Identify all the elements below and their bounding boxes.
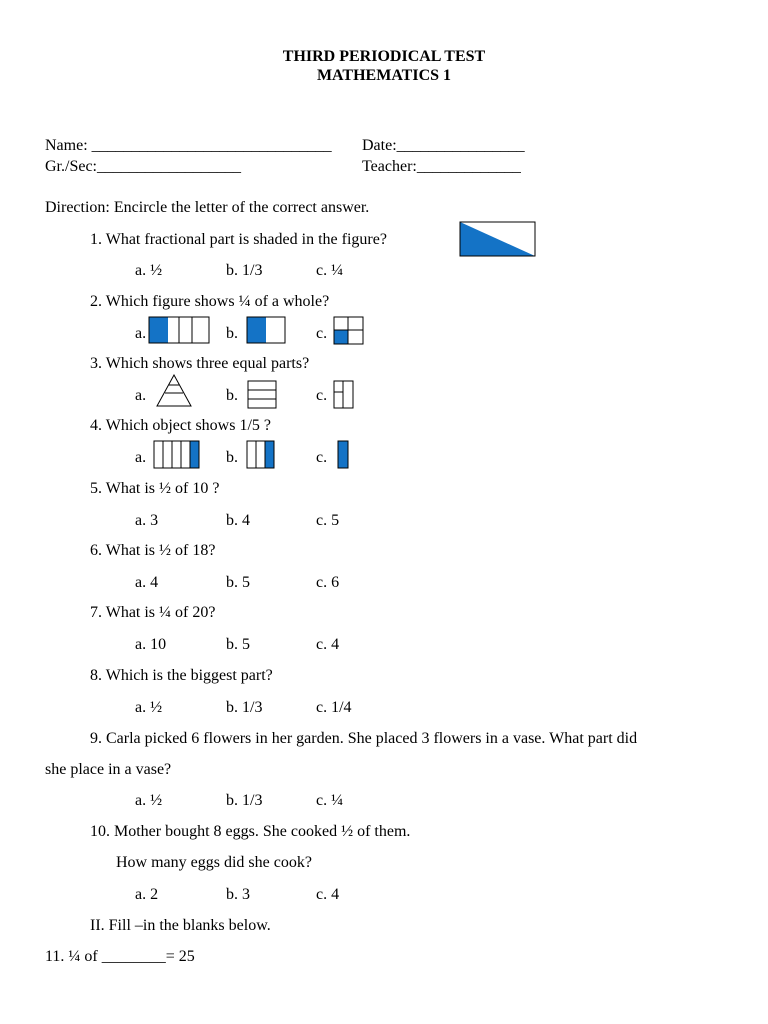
q3-choice-b[interactable]: b. [226, 387, 238, 404]
q1-choice-b[interactable]: b. 1/3 [226, 262, 263, 279]
question-7: 7. What is ¼ of 20? [90, 604, 216, 621]
q7-choice-a[interactable]: a. 10 [135, 636, 167, 653]
question-2: 2. Which figure shows ¼ of a whole? [90, 293, 330, 310]
q6-choice-b[interactable]: b. 5 [226, 574, 250, 591]
question-9: 9. Carla picked 6 flowers in her garden. She placed 3 flowers in a vase. What part did [90, 730, 638, 747]
q3-choice-a[interactable]: a. [135, 387, 147, 404]
question-6: 6. What is ½ of 18? [90, 542, 216, 559]
q6-choice-c[interactable]: c. 6 [316, 574, 340, 591]
q9-choice-b[interactable]: b. 1/3 [226, 792, 263, 809]
q10-choice-a[interactable]: a. 2 [135, 886, 159, 903]
date-field: Date:________________ [362, 137, 525, 154]
q4-choice-b[interactable]: b. [226, 449, 238, 466]
question-1: 1. What fractional part is shaded in the figure? [90, 231, 387, 248]
q4-choice-c[interactable]: c. [316, 449, 328, 466]
q10-choice-c[interactable]: c. 4 [316, 886, 340, 903]
question-3: 3. Which shows three equal parts? [90, 355, 310, 372]
triangle-three-parts-figure [156, 374, 193, 408]
test-title: THIRD PERIODICAL TEST [282, 48, 486, 65]
test-subtitle: MATHEMATICS 1 [316, 67, 452, 84]
q5-choice-b[interactable]: b. 4 [226, 512, 250, 529]
direction-text: Direction: Encircle the letter of the correct answer. [45, 199, 370, 216]
q6-choice-a[interactable]: a. 4 [135, 574, 159, 591]
question-11: 11. ¼ of ________= 25 [45, 948, 195, 965]
q1-choice-a[interactable]: a. ½ [135, 262, 163, 279]
section-2-heading: II. Fill –in the blanks below. [90, 917, 271, 934]
q2-choice-b[interactable]: b. [226, 325, 238, 342]
question-10-continued: How many eggs did she cook? [116, 854, 312, 871]
name-field: Name: ______________________________ [45, 137, 332, 154]
q5-choice-c[interactable]: c. 5 [316, 512, 340, 529]
q2-choice-c[interactable]: c. [316, 325, 328, 342]
q5-choice-a[interactable]: a. 3 [135, 512, 159, 529]
single-shaded-bar-figure [337, 440, 349, 469]
q2-choice-a[interactable]: a. [135, 325, 147, 342]
q9-choice-a[interactable]: a. ½ [135, 792, 163, 809]
shaded-triangle-rectangle-figure [459, 221, 536, 257]
five-part-bar-figure [153, 440, 200, 469]
q8-choice-b[interactable]: b. 1/3 [226, 699, 263, 716]
teacher-field: Teacher:_____________ [362, 158, 521, 175]
q3-choice-c[interactable]: c. [316, 387, 328, 404]
grade-section-field: Gr./Sec:__________________ [45, 158, 241, 175]
half-shaded-rectangle-figure [246, 316, 286, 344]
quarter-shaded-square-figure [333, 316, 364, 345]
question-9-continued: she place in a vase? [45, 761, 172, 778]
q4-choice-a[interactable]: a. [135, 449, 147, 466]
question-5: 5. What is ½ of 10 ? [90, 480, 220, 497]
q8-choice-c[interactable]: c. 1/4 [316, 699, 352, 716]
question-10: 10. Mother bought 8 eggs. She cooked ½ of them. [90, 823, 411, 840]
q7-choice-b[interactable]: b. 5 [226, 636, 250, 653]
question-8: 8. Which is the biggest part? [90, 667, 273, 684]
question-4: 4. Which object shows 1/5 ? [90, 417, 272, 434]
rectangle-three-rows-figure [247, 380, 277, 410]
two-part-rectangle-figure [148, 316, 210, 344]
q8-choice-a[interactable]: a. ½ [135, 699, 163, 716]
q9-choice-c[interactable]: c. ¼ [316, 792, 344, 809]
q1-choice-c[interactable]: c. ¼ [316, 262, 344, 279]
unequal-parts-rectangle-figure [333, 380, 354, 410]
three-part-bar-figure [246, 440, 276, 469]
q7-choice-c[interactable]: c. 4 [316, 636, 340, 653]
q10-choice-b[interactable]: b. 3 [226, 886, 250, 903]
